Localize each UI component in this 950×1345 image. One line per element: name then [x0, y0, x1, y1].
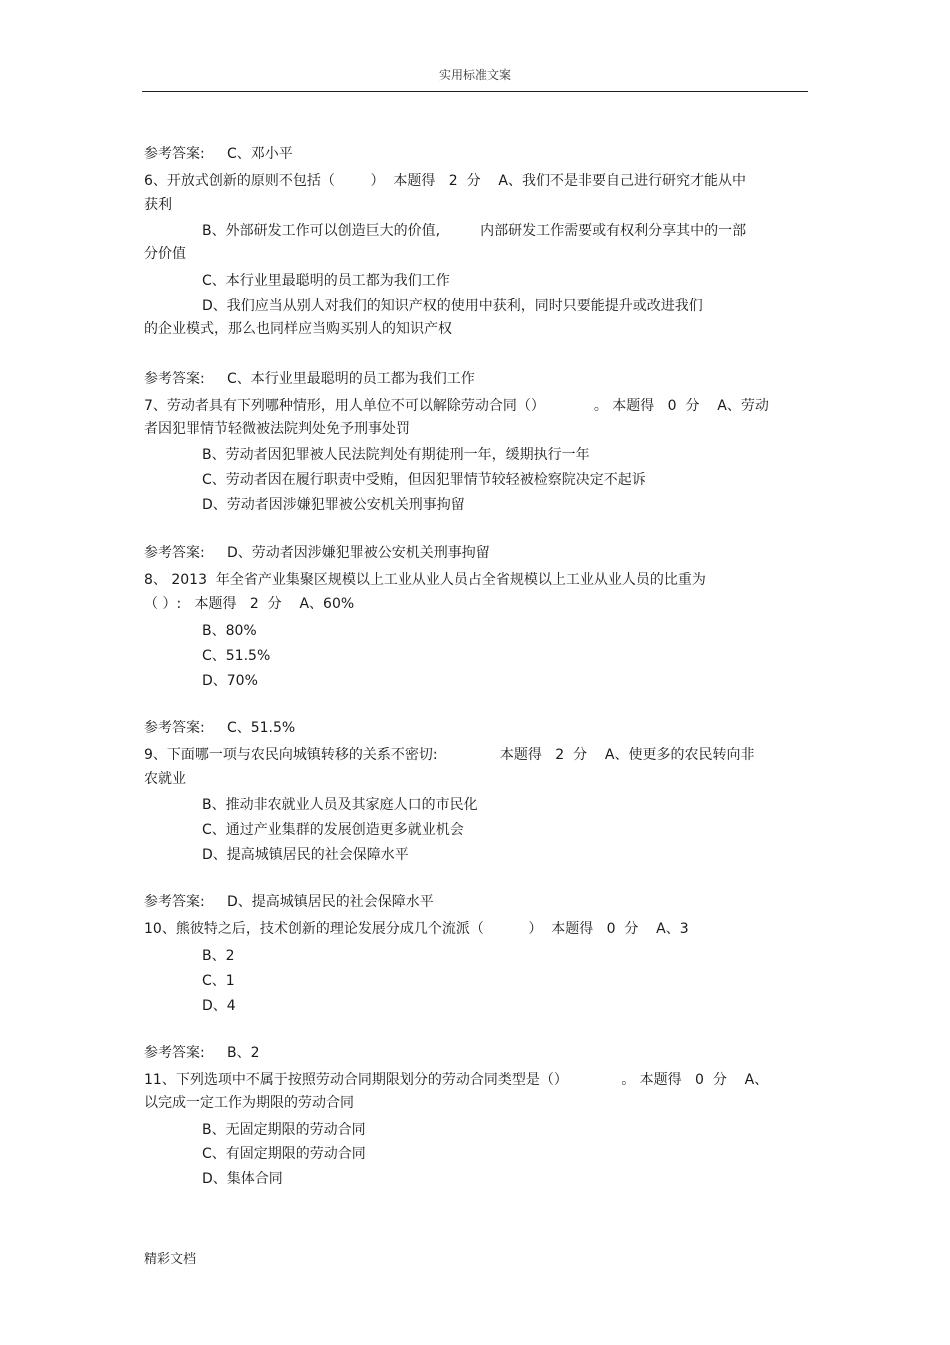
option-b: B、推动非农就业人员及其家庭人口的市民化 [202, 797, 478, 813]
question-8-continued: （ ）: 本题得 2 分 A、60% [144, 596, 355, 612]
question-11: 11、下列选项中不属于按照劳动合同期限划分的劳动合同类型是（） 。 本题得 0 分 A、 [144, 1072, 769, 1088]
answer-line: 参考答案: C、本行业里最聪明的员工都为我们工作 [144, 371, 475, 387]
option-b: B、无固定期限的劳动合同 [202, 1122, 366, 1138]
question-9-continued: 农就业 [144, 771, 186, 787]
option-b: B、外部研发工作可以创造巨大的价值, 内部研发工作需要或有权利分享其中的一部 [202, 223, 747, 239]
answer-line: 参考答案: B、2 [144, 1045, 260, 1061]
question-6-continued: 获利 [144, 197, 172, 213]
option-d: D、我们应当从别人对我们的知识产权的使用中获利，同时只要能提升或改进我们 [202, 298, 703, 314]
option-c: C、51.5% [202, 648, 271, 664]
option-d: D、提高城镇居民的社会保障水平 [202, 847, 409, 863]
option-c: C、本行业里最聪明的员工都为我们工作 [202, 273, 450, 289]
option-c: C、通过产业集群的发展创造更多就业机会 [202, 822, 464, 838]
question-7: 7、劳动者具有下列哪种情形，用人单位不可以解除劳动合同（） 。 本题得 0 分 A、劳动 [144, 398, 769, 414]
option-b: B、80% [202, 623, 257, 639]
question-8: 8、 2013 年全省产业集聚区规模以上工业从业人员占全省规模以上工业从业人员的比重为 [144, 572, 706, 588]
page-footer: 精彩文档 [144, 1252, 197, 1267]
option-c: C、1 [202, 973, 235, 989]
header-divider [142, 91, 808, 92]
page-header-title: 实用标准文案 [438, 68, 511, 82]
answer-line: 参考答案: D、劳动者因涉嫌犯罪被公安机关刑事拘留 [144, 545, 490, 561]
answer-line: 参考答案: D、提高城镇居民的社会保障水平 [144, 894, 434, 910]
option-d-continued: 的企业模式，那么也同样应当购买别人的知识产权 [144, 321, 452, 337]
option-b-continued: 分价值 [144, 246, 186, 262]
question-7-continued: 者因犯罪情节轻微被法院判处免予刑事处罚 [144, 421, 410, 437]
option-d: D、集体合同 [202, 1171, 283, 1187]
option-c: C、有固定期限的劳动合同 [202, 1146, 366, 1162]
answer-line: 参考答案: C、51.5% [144, 720, 296, 736]
option-d: D、劳动者因涉嫌犯罪被公安机关刑事拘留 [202, 497, 465, 513]
question-9: 9、下面哪一项与农民向城镇转移的关系不密切: 本题得 2 分 A、使更多的农民转向非 [144, 747, 755, 763]
option-d: D、70% [202, 673, 258, 689]
question-11-continued: 以完成一定工作为期限的劳动合同 [144, 1095, 354, 1111]
question-10: 10、熊彼特之后，技术创新的理论发展分成几个流派（ ） 本题得 0 分 A、3 [144, 921, 689, 937]
option-b: B、2 [202, 948, 235, 964]
answer-line: 参考答案: C、邓小平 [144, 146, 293, 162]
question-6: 6、开放式创新的原则不包括（ ） 本题得 2 分 A、我们不是非要自己进行研究才能从中 [144, 173, 746, 189]
option-d: D、4 [202, 998, 236, 1014]
option-c: C、劳动者因在履行职责中受贿，但因犯罪情节较轻被检察院决定不起诉 [202, 472, 646, 488]
option-b: B、劳动者因犯罪被人民法院判处有期徒刑一年，缓期执行一年 [202, 447, 590, 463]
